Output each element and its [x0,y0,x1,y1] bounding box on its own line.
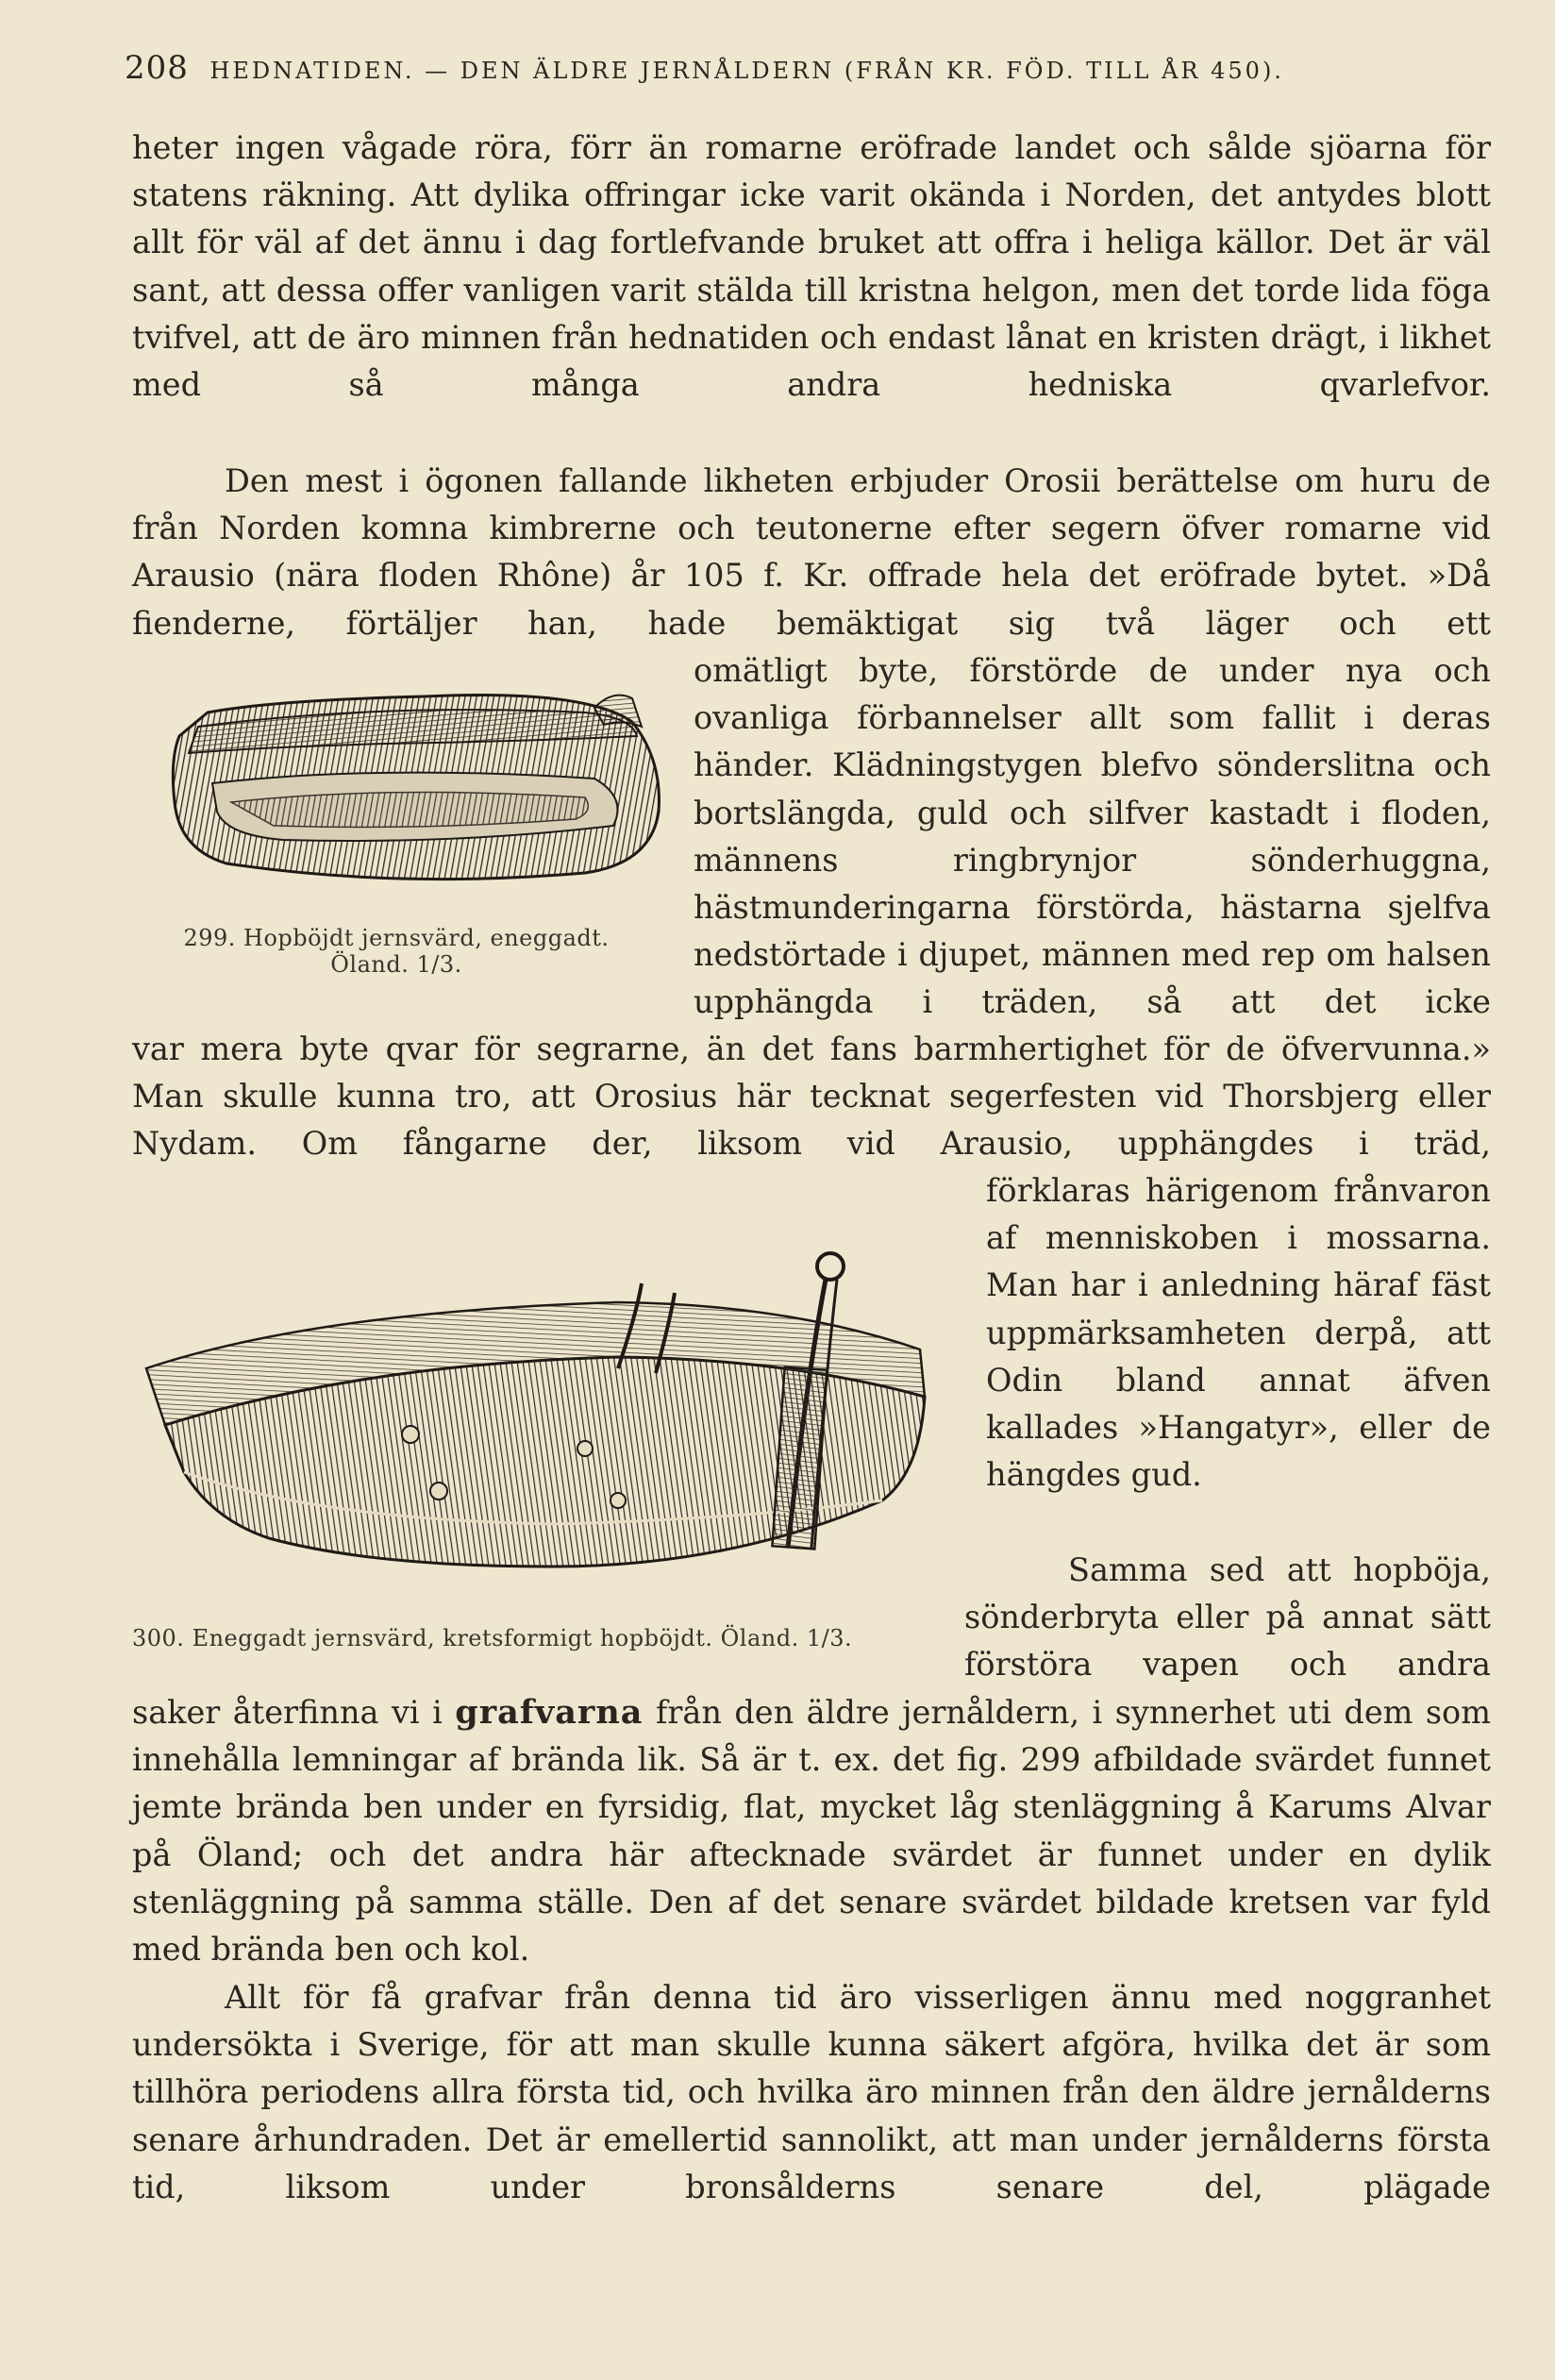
figure-299-caption [142,925,651,978]
paragraph-2-beside-figure-300: förklaras härigenom frånvaron af menniskoben i mossarna. Man har i anledning häraf fäst uppmärksamheten derpå, att Odin bland annat äfven kallades »Hangatyr», eller de hängdes gud. [986,1172,1491,1494]
figure-299-caption-line-1: 299. Hopböjdt jernsvärd, eneggadt. [183,925,610,951]
figure-299-caption-line-2: Öland. 1/3. [330,951,462,978]
figure-300-illustration [127,1236,939,1604]
paragraph-2-full-width: Den mest i ögonen fallande likheten erbjuder Orosii berättelse om huru de från Norden komna kimbrerne och teutonerne efter segern öfver romarne vid Arausio (nära floden Rhône) år 105 f. Kr. offrade hela det eröfrade bytet. »Då fienderne, förtäljer han, hade bemäktigat sig två läger och ett [132,462,1491,642]
text-run: saker återfinna vi i [132,1694,456,1731]
running-header [125,49,1284,87]
paragraph-1: heter ingen vågade röra, förr än romarne eröfrade landet och sålde sjöarna för statens räkning. Att dylika offringar icke varit okända i Norden, det antydes blott allt för väl af det ännu i dag fortlefvande bruket att offra i heliga källor. Det är väl sant, att dessa offer vanligen varit stälda till kristna helgon, men det torde lida föga tvifvel, att de äro minnen från hednatiden och endast lånat en kristen drägt, i likhet med så många andra hedniska qvarlefvor. [132,129,1491,404]
paragraph-2-beside-figure-299: omätligt byte, förstörde de under nya och ovanliga förbannelser allt som fallit i deras händer. Klädningstygen blefvo sönderslitna och bortslängda, guld och silfver kastadt i floden, männens ringbrynjor sönderhuggna, hästmunderingarna förstörda, hästarna sjelfva nedstörtade i djupet, männen med rep om halsen upphängda i träden, så att det icke [694,652,1491,1021]
text-run: från den äldre jernåldern, i synnerhet uti dem som innehålla lemningar af brända lik. Så är t. ex. det fig. 299 afbildade svärdet funnet jemte brända ben under en fyrsidig, flat, mycket låg stenläggning å Karums Alvar på Öland; och det andra här aftecknade svärdet är funnet under en dylik stenläggning på samma ställe. Den af det senare svärdet bildade kretsen var fyld med brända ben och kol. [132,1694,1491,1969]
figure-300-caption: 300. Eneggadt jernsvärd, kretsformigt hopböjdt. Öland. 1/3. [132,1625,853,1651]
paragraph-4: Allt för få grafvar från denna tid äro visserligen ännu med noggranhet undersökta i Sverige, för att man skulle kunna säkert afgöra, hvilka det är som tillhöra periodens allra första tid, och hvilka äro minnen från den äldre jernålderns senare århundraden. Det är emellertid sannolikt, att man under jernålderns första tid, liksom under bronsålderns senare del, plägade [132,1979,1491,2205]
paragraph-2-below-figure-299: var mera byte qvar för segrarne, än det fans barmhertighet för de öfvervunna.» Man skulle kunna tro, att Orosius här tecknat segerfesten vid Thorsbjerg eller Nydam. Om fångarne der, liksom vid Arausio, upphängdes i träd, [132,1031,1491,1163]
paragraph-3-beside-figure-300: Samma sed att hopböja, sönderbryta eller på annat sätt förstöra vapen och andra [964,1551,1491,1684]
page-number: 208 [125,49,189,87]
emphasized-term: grafvarna [455,1693,644,1732]
paragraph-3-continued [132,1689,1491,1973]
running-title: HEDNATIDEN. — DEN ÄLDRE JERNÅLDERN (FRÅN KR. FÖD. TILL ÅR 450). [209,58,1284,84]
figure-299-illustration [142,670,670,897]
